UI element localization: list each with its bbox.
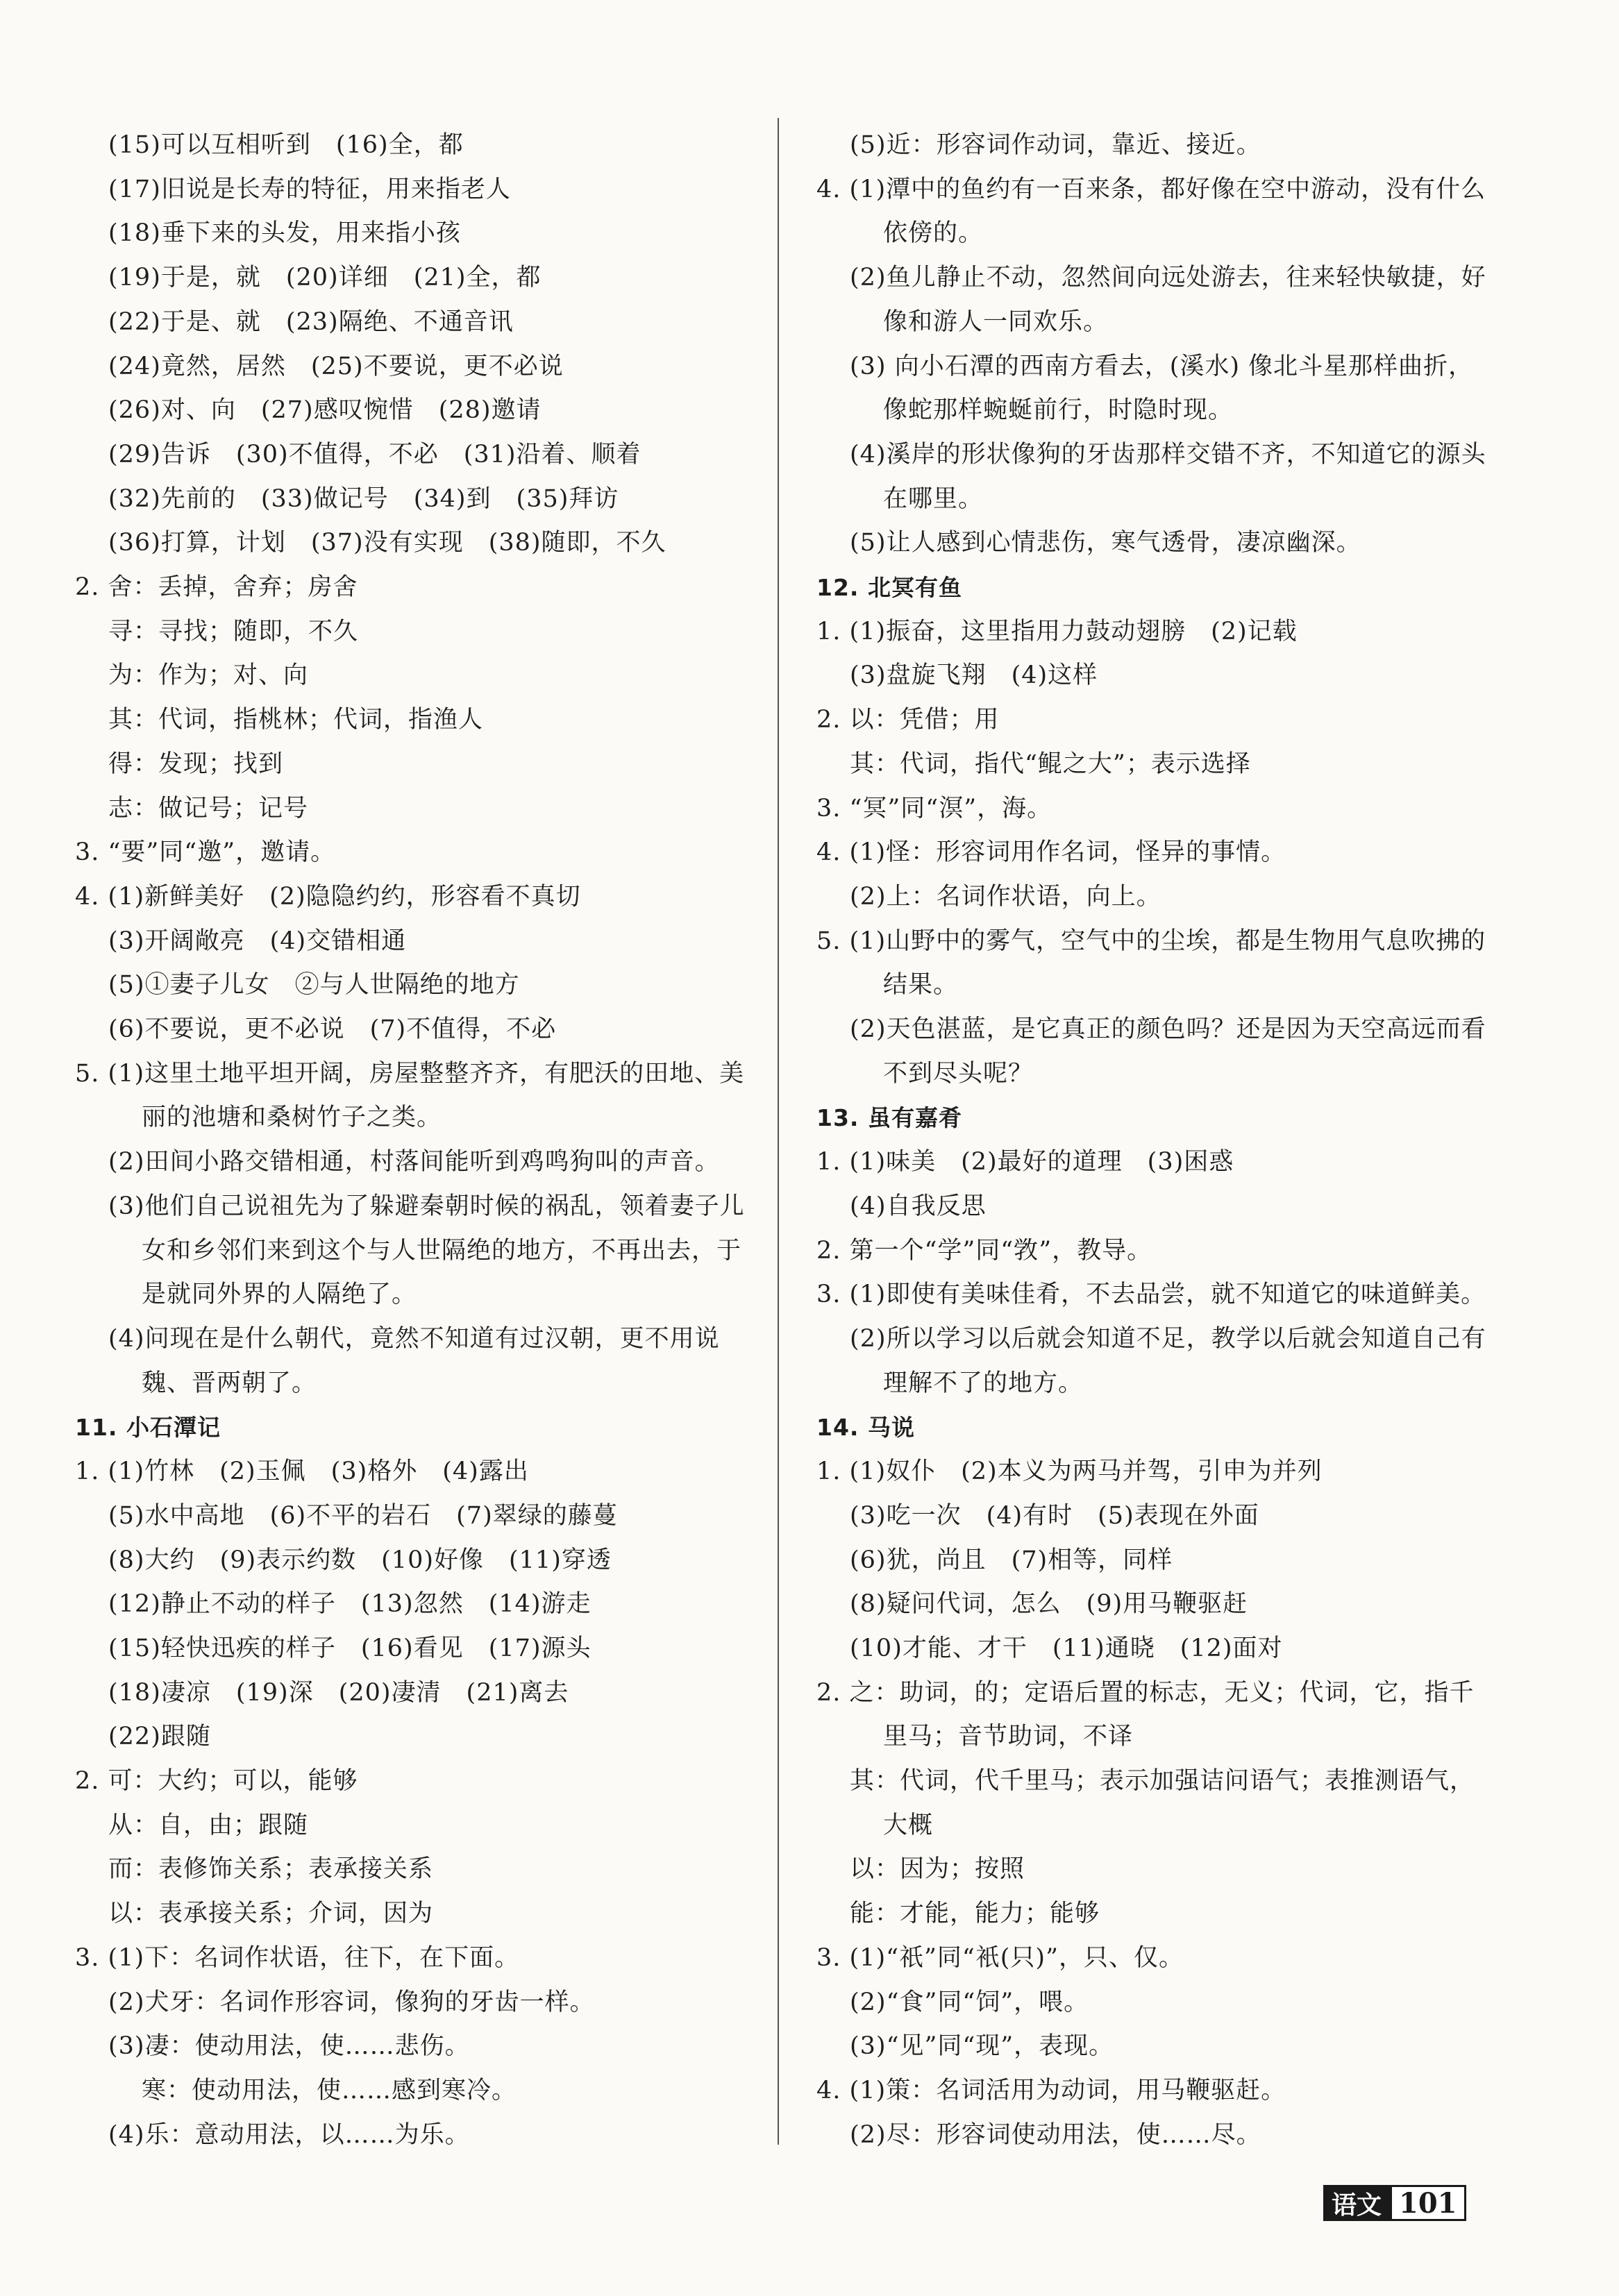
- answer-line: (18)垂下来的头发，用来指小孩: [108, 219, 461, 248]
- answer-line: 2. 第一个“学”同“敩”，教导。: [816, 1236, 1152, 1265]
- answer-line: 不到尽头呢？: [883, 1059, 1034, 1088]
- answer-line: (3)凄：使动用法，使……悲伤。: [108, 2032, 470, 2061]
- answer-line: 3. “冥”同“溟”，海。: [816, 794, 1052, 822]
- answer-line: 得：发现；找到: [108, 750, 284, 778]
- section-heading: 13. 虽有嘉肴: [816, 1104, 962, 1132]
- answer-line: 从：自，由；跟随: [108, 1811, 309, 1839]
- answer-line: 4. (1)怪：形容词用作名词，怪异的事情。: [816, 838, 1286, 867]
- answer-line: (22)于是、就 (23)隔绝、不通音讯: [108, 307, 514, 336]
- answer-line: 里马；音节助词，不译: [883, 1723, 1134, 1751]
- answer-line: 5. (1)这里土地平坦开阔，房屋整整齐齐，有肥沃的田地、美: [75, 1059, 745, 1088]
- answer-line: (4)问现在是什么朝代，竟然不知道有过汉朝，更不用说: [108, 1324, 720, 1353]
- right-column: [816, 124, 1490, 2157]
- answer-line: 2. 舍：丢掉，舍弃；房舍: [75, 573, 358, 602]
- page-number: 101: [1390, 2185, 1466, 2221]
- answer-line: 大概: [883, 1811, 934, 1839]
- answer-line: (24)竟然，居然 (25)不要说，更不必说: [108, 352, 564, 380]
- answer-line: (5)让人感到心情悲伤，寒气透骨，凄凉幽深。: [850, 529, 1361, 557]
- answer-line: 为：作为；对、向: [108, 661, 309, 690]
- answer-line: 1. (1)振奋，这里指用力鼓动翅膀 (2)记载: [816, 617, 1298, 645]
- answer-line: (2)“食”同“饲”，喂。: [850, 1988, 1089, 2016]
- answer-line: 2. 之：助词，的；定语后置的标志，无义；代词，它，指千: [816, 1678, 1475, 1707]
- answer-line: 依傍的。: [883, 219, 984, 248]
- answer-line: (19)于是，就 (20)详细 (21)全，都: [108, 264, 542, 292]
- answer-line: (15)可以互相听到 (16)全，都: [108, 131, 464, 159]
- answer-line: 志：做记号；记号: [108, 794, 309, 822]
- answer-line: (8)大约 (9)表示约数 (10)好像 (11)穿透: [108, 1546, 612, 1574]
- answer-line: (15)轻快迅疾的样子 (16)看见 (17)源头: [108, 1634, 592, 1662]
- answer-line: 以：因为；按照: [850, 1855, 1025, 1884]
- answer-line: (3)开阔敞亮 (4)交错相通: [108, 927, 407, 955]
- answer-line: (6)犹，尚且 (7)相等，同样: [850, 1546, 1173, 1574]
- answer-line: 像和游人一同欢乐。: [883, 307, 1109, 336]
- answer-line: (2)鱼儿静止不动，忽然间向远处游去，往来轻快敏捷，好: [850, 264, 1486, 292]
- answer-line: 结果。: [883, 971, 959, 999]
- answer-line: (4)自我反思: [850, 1192, 987, 1220]
- answer-line: 4. (1)潭中的鱼约有一百来条，都好像在空中游动，没有什么: [816, 175, 1486, 203]
- subject-label: 语文: [1323, 2185, 1390, 2221]
- answer-line: (3) 向小石潭的西南方看去，(溪水) 像北斗星那样曲折，: [850, 352, 1474, 380]
- answer-line: (3)他们自己说祖先为了躲避秦朝时候的祸乱，领着妻子儿: [108, 1192, 745, 1220]
- answer-line: 1. (1)竹林 (2)玉佩 (3)格外 (4)露出: [75, 1458, 529, 1486]
- page-footer-tag: [1323, 2185, 1466, 2221]
- answer-line: (36)打算，计划 (37)没有实现 (38)随即，不久: [108, 529, 666, 557]
- answer-line: (5)近：形容词作动词，靠近、接近。: [850, 131, 1261, 159]
- answer-line: (3)盘旋飞翔 (4)这样: [850, 661, 1098, 690]
- answer-line: (6)不要说，更不必说 (7)不值得，不必: [108, 1015, 557, 1044]
- section-heading: 14. 马说: [816, 1414, 915, 1442]
- answer-line: 2. 以：凭借；用: [816, 706, 1000, 734]
- answer-line: 理解不了的地方。: [883, 1369, 1084, 1397]
- answer-line: 4. (1)策：名词活用为动词，用马鞭驱赶。: [816, 2076, 1286, 2104]
- answer-line: 魏、晋两朝了。: [142, 1369, 317, 1397]
- answer-line: (2)天色湛蓝，是它真正的颜色吗？还是因为天空高远而看: [850, 1015, 1486, 1044]
- answer-line: (5)水中高地 (6)不平的岩石 (7)翠绿的藤蔓: [108, 1501, 618, 1530]
- answer-line: 而：表修饰关系；表承接关系: [108, 1855, 434, 1884]
- column-divider: [778, 118, 779, 2145]
- answer-line: (2)田间小路交错相通，村落间能听到鸡鸣狗叫的声音。: [108, 1148, 720, 1176]
- answer-line: 1. (1)奴仆 (2)本义为两马并驾，引申为并列: [816, 1458, 1323, 1486]
- answer-line: (3)“见”同“现”，表现。: [850, 2032, 1114, 2061]
- answer-line: 是就同外界的人隔绝了。: [142, 1281, 417, 1309]
- answer-line: (8)疑问代词，怎么 (9)用马鞭驱赶: [850, 1590, 1248, 1619]
- answer-line: 像蛇那样蜿蜒前行，时隐时现。: [883, 396, 1234, 425]
- answer-line: 4. (1)新鲜美好 (2)隐隐约约，形容看不真切: [75, 882, 581, 911]
- answer-line: (4)溪岸的形状像狗的牙齿那样交错不齐，不知道它的源头: [850, 440, 1486, 469]
- answer-line: (32)先前的 (33)做记号 (34)到 (35)拜访: [108, 484, 619, 513]
- answer-line: 3. (1)下：名词作状语，往下，在下面。: [75, 1943, 520, 1972]
- answer-line: (17)旧说是长寿的特征，用来指老人: [108, 175, 511, 203]
- answer-line: 寒：使动用法，使……感到寒冷。: [142, 2076, 517, 2104]
- answer-line: 3. “要”同“邀”，邀请。: [75, 838, 336, 867]
- answer-line: 2. 可：大约；可以，能够: [75, 1767, 358, 1796]
- answer-line: 3. (1)即使有美味佳肴，不去品尝，就不知道它的味道鲜美。: [816, 1281, 1486, 1309]
- answer-line: (3)吃一次 (4)有时 (5)表现在外面: [850, 1501, 1259, 1530]
- answer-line: 女和乡邻们来到这个与人世隔绝的地方，不再出去，于: [142, 1236, 742, 1265]
- answer-line: (12)静止不动的样子 (13)忽然 (14)游走: [108, 1590, 592, 1619]
- answer-line: 其：代词，指代“鲲之大”；表示选择: [850, 750, 1251, 778]
- answer-line: 寻：寻找；随即，不久: [108, 617, 359, 645]
- answer-line: 3. (1)“祇”同“衹(只)”，只、仅。: [816, 1943, 1184, 1972]
- answer-line: 丽的池塘和桑树竹子之类。: [142, 1104, 442, 1132]
- answer-line: (18)凄凉 (19)深 (20)凄清 (21)离去: [108, 1678, 569, 1707]
- answer-line: (2)所以学习以后就会知道不足，教学以后就会知道自己有: [850, 1324, 1486, 1353]
- answer-line: 以：表承接关系；介词，因为: [108, 1900, 434, 1928]
- answer-line: (2)尽：形容词使动用法，使……尽。: [850, 2120, 1261, 2149]
- answer-line: 5. (1)山野中的雾气，空气中的尘埃，都是生物用气息吹拂的: [816, 927, 1486, 955]
- answer-line: (4)乐：意动用法，以……为乐。: [108, 2120, 470, 2149]
- answer-line: 能：才能，能力；能够: [850, 1900, 1100, 1928]
- answer-line: 其：代词，代千里马；表示加强诘问语气；表推测语气，: [850, 1767, 1475, 1796]
- answer-line: 在哪里。: [883, 484, 984, 513]
- answer-line: (2)犬牙：名词作形容词，像狗的牙齿一样。: [108, 1988, 595, 2016]
- answer-line: 其：代词，指桃林；代词，指渔人: [108, 706, 484, 734]
- section-heading: 11. 小石潭记: [75, 1414, 221, 1442]
- section-heading: 12. 北冥有鱼: [816, 574, 962, 602]
- answer-line: 1. (1)味美 (2)最好的道理 (3)困惑: [816, 1148, 1234, 1176]
- answer-line: (5)①妻子儿女 ②与人世隔绝的地方: [108, 971, 520, 999]
- answer-line: (10)才能、才干 (11)通晓 (12)面对: [850, 1634, 1283, 1662]
- left-column: [75, 124, 745, 2157]
- answer-line: (2)上：名词作状语，向上。: [850, 882, 1161, 911]
- answer-line: (26)对、向 (27)感叹惋惜 (28)邀请: [108, 396, 542, 425]
- answer-line: (29)告诉 (30)不值得，不必 (31)沿着、顺着: [108, 440, 641, 469]
- answer-line: (22)跟随: [108, 1723, 211, 1751]
